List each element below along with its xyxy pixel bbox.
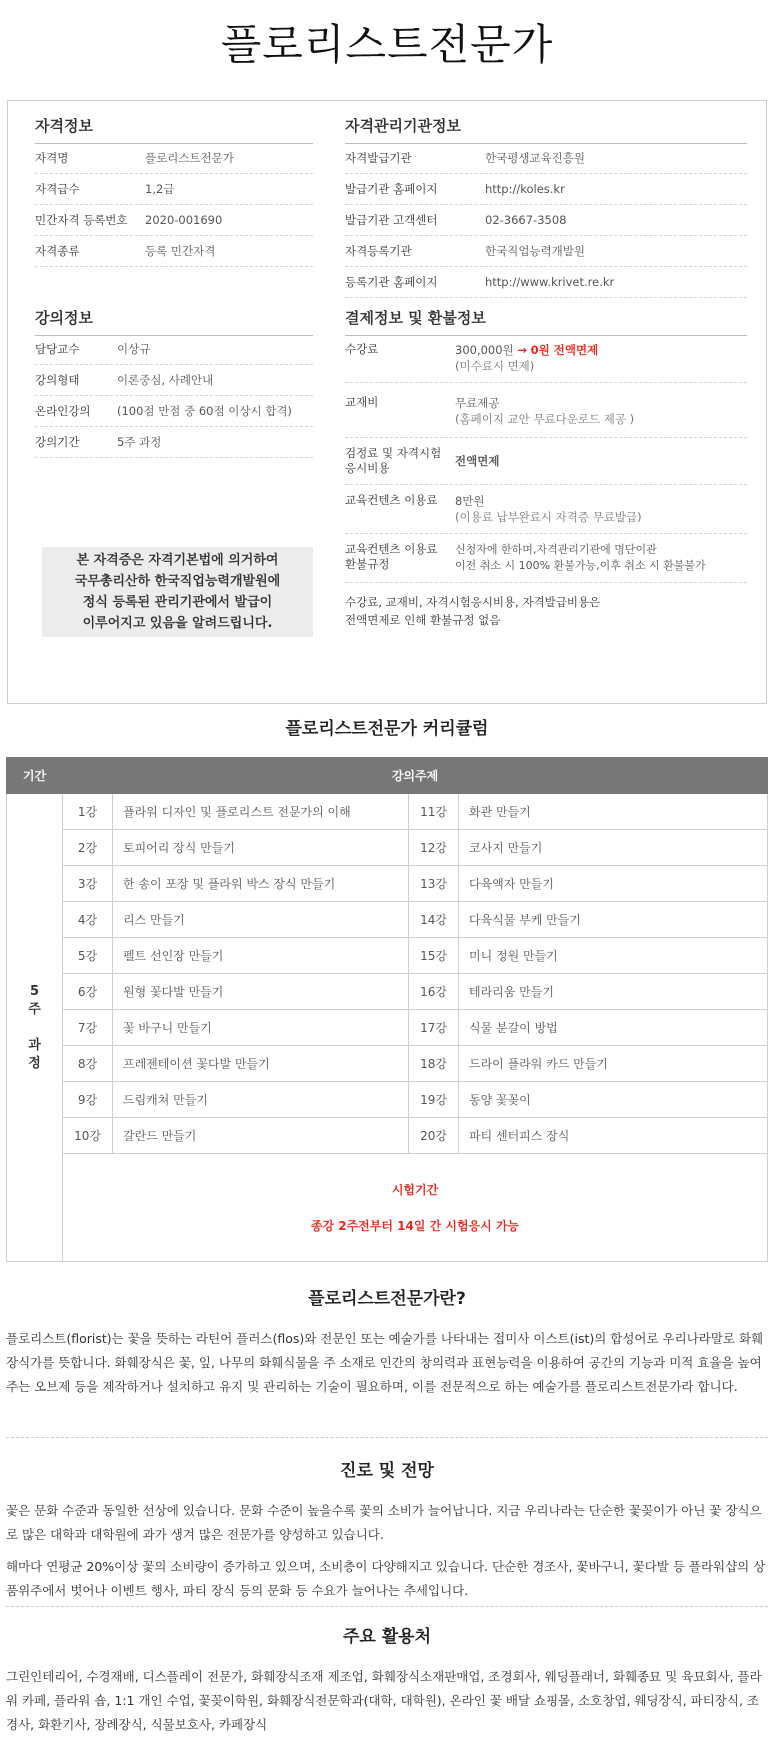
kv-value: 플로리스트전문가 xyxy=(145,151,234,165)
col-period-header: 기간 xyxy=(7,758,63,794)
kv-key: 발급기관 홈페이지 xyxy=(345,182,438,196)
lecture-title: 펠트 선인장 만들기 xyxy=(113,938,409,974)
org-info-list xyxy=(345,143,747,298)
payment-row xyxy=(345,485,747,534)
table-row xyxy=(7,830,768,866)
table-row xyxy=(7,902,768,938)
table-row xyxy=(7,1010,768,1046)
kv-key: 자격발급기관 xyxy=(345,151,412,165)
career-title: 진로 및 전망 xyxy=(340,1461,434,1481)
section-divider xyxy=(6,1606,768,1607)
lecture-title: 꽃 바구니 만들기 xyxy=(113,1010,409,1046)
payment-value xyxy=(455,395,747,427)
table-row xyxy=(7,938,768,974)
kv-value: 1,2급 xyxy=(145,182,175,196)
lecture-number: 20강 xyxy=(409,1118,459,1154)
about-text: 플로리스트(florist)는 꽃을 뜻하는 라틴어 플러스(flos)와 전문인 또는 예술가를 나타내는 접미사 이스트(ist)의 합성어로 우리나라말로 화훼장식가를 뜻합니다. 화훼장식은 꽃, 잎, 나무의 화훼식물을 주 소재로 인간의 창의력과 표현능력을 이용하여 공간의 기능과 미적 효율을 높여주는 오브제 등을 제작하거나 설치하고 유지 및 관리하는 기술이 필요하며, 이를 전문적으로 하는 예술가를 플로리스트전문가라 합니다. xyxy=(6,1331,764,1394)
payment-value xyxy=(455,493,747,525)
lecture-title: 다육액자 만들기 xyxy=(459,866,768,902)
kv-value: 이상규 xyxy=(117,342,151,356)
kv-row xyxy=(345,143,747,174)
lecture-title: 식물 분갈이 방법 xyxy=(459,1010,768,1046)
lecture-number: 16강 xyxy=(409,974,459,1010)
exam-period-desc: 종강 2주전부터 14일 간 시험응시 가능 xyxy=(310,1218,520,1233)
kv-value: 등록 민간자격 xyxy=(145,244,216,258)
lecture-number: 8강 xyxy=(63,1046,113,1082)
table-header-row xyxy=(7,758,768,794)
lecture-title: 파티 센터피스 장식 xyxy=(459,1118,768,1154)
refund-final-note: 수강료, 교재비, 자격시험응시비용, 자격발급비용은 전액면제로 인해 환불규정 없음 xyxy=(345,595,601,627)
curriculum-title: 플로리스트전문가 커리큘럼 xyxy=(285,719,489,739)
kv-row xyxy=(35,174,313,205)
org-info-title: 자격관리기관정보 xyxy=(345,115,747,144)
kv-value: 02-3667-3508 xyxy=(485,213,567,227)
col-topic-header: 강의주제 xyxy=(63,758,768,794)
textbook-value: 무료제공 xyxy=(455,396,500,410)
payment-title: 결제정보 및 환불정보 xyxy=(345,307,747,336)
tuition-note: (미수료시 면제) xyxy=(455,359,535,373)
course-info-title: 강의정보 xyxy=(35,307,313,336)
content-note: (이용료 납부완료시 자격증 무료발급) xyxy=(455,510,642,524)
kv-value: 2020-001690 xyxy=(145,213,223,227)
kv-row xyxy=(345,174,747,205)
usage-title: 주요 활용처 xyxy=(342,1627,432,1647)
kv-value: 한국직업능력개발원 xyxy=(485,244,585,258)
lecture-number: 1강 xyxy=(63,794,113,830)
lecture-number: 2강 xyxy=(63,830,113,866)
payment-row xyxy=(345,534,747,583)
kv-row xyxy=(345,267,747,298)
table-row xyxy=(7,1082,768,1118)
lecture-number: 11강 xyxy=(409,794,459,830)
notice-box: 본 자격증은 자격기본법에 의거하여 국무총리산하 한국직업능력개발원에 정식 등록된 관리기관에서 발급이 이루어지고 있음을 알려드립니다. xyxy=(42,547,313,637)
textbook-note: (홈페이지 교안 무료다운로드 제공 ) xyxy=(455,412,635,426)
kv-key: 등록기관 홈페이지 xyxy=(345,275,438,289)
arrow-icon: → xyxy=(517,343,527,357)
payment-row xyxy=(345,438,747,485)
kv-row xyxy=(35,143,313,174)
exam-fee-value: 전액면제 xyxy=(455,454,500,468)
lecture-title: 드라이 플라워 카드 만들기 xyxy=(459,1046,768,1082)
table-row xyxy=(7,1118,768,1154)
lecture-title: 원형 꽃다발 만들기 xyxy=(113,974,409,1010)
lecture-title: 리스 만들기 xyxy=(113,902,409,938)
kv-key: 자격등록기관 xyxy=(345,244,412,258)
payment-key: 교재비 xyxy=(345,395,379,409)
lecture-number: 13강 xyxy=(409,866,459,902)
lecture-number: 7강 xyxy=(63,1010,113,1046)
payment-row xyxy=(345,334,747,383)
career-text: 해마다 연평균 20%이상 꽃의 소비량이 증가하고 있으며, 소비층이 다양해지고 있습니다. 단순한 경조사, 꽃바구니, 꽃다발 등 플라워샵의 상품위주에서 벗어나 이벤트 행사, 파티 장식 등의 문화 등 수요가 늘어나는 추세입니다. xyxy=(6,1559,766,1598)
lecture-number: 6강 xyxy=(63,974,113,1010)
lecture-number: 10강 xyxy=(63,1118,113,1154)
curriculum-table xyxy=(6,757,768,1262)
lecture-number: 9강 xyxy=(63,1082,113,1118)
lecture-number: 5강 xyxy=(63,938,113,974)
lecture-title: 다육식물 부케 만들기 xyxy=(459,902,768,938)
lecture-title: 플라워 디자인 및 플로리스트 전문가의 이해 xyxy=(113,794,409,830)
payment-list xyxy=(345,334,747,629)
kv-key: 온라인강의 xyxy=(35,404,91,418)
lecture-title: 테라리움 만들기 xyxy=(459,974,768,1010)
kv-value: 한국평생교육진흥원 xyxy=(485,151,585,165)
kv-row xyxy=(35,396,313,427)
kv-row xyxy=(35,334,313,365)
lecture-title: 한 송이 포장 및 플라워 박스 장식 만들기 xyxy=(113,866,409,902)
kv-row xyxy=(345,236,747,267)
lecture-title: 토피어리 장식 만들기 xyxy=(113,830,409,866)
lecture-title: 코사지 만들기 xyxy=(459,830,768,866)
kv-value: (100점 만점 중 60점 이상시 합격) xyxy=(117,404,292,418)
homepage-link[interactable]: http://www.krivet.re.kr xyxy=(485,275,615,289)
info-panel xyxy=(7,100,767,704)
kv-row xyxy=(345,205,747,236)
career-section xyxy=(6,1456,768,1611)
kv-key: 강의형태 xyxy=(35,373,80,387)
course-info-list xyxy=(35,334,313,458)
exam-period-title: 시험기간 xyxy=(391,1182,439,1197)
lecture-number: 3강 xyxy=(63,866,113,902)
payment-key: 검정료 및 자격시험 응시비용 xyxy=(345,446,442,475)
table-row xyxy=(7,866,768,902)
period-cell: 5 주 과 정 xyxy=(7,794,63,1262)
lecture-title: 동양 꽃꽂이 xyxy=(459,1082,768,1118)
about-section xyxy=(6,1284,768,1407)
career-text: 꽃은 문화 수준과 동일한 선상에 있습니다. 문화 수준이 높을수록 꽃의 소비가 늘어납니다. 지금 우리나라는 단순한 꽃꽂이가 아닌 꽃 장식으로 많은 대학과 대학원에 과가 생겨 많은 전문가를 양성하고 있습니다. xyxy=(6,1503,762,1542)
kv-row xyxy=(35,365,313,396)
lecture-number: 12강 xyxy=(409,830,459,866)
kv-row xyxy=(35,427,313,458)
qual-info-list xyxy=(35,143,313,267)
lecture-number: 18강 xyxy=(409,1046,459,1082)
exam-period-cell xyxy=(63,1154,768,1262)
lecture-title: 프레젠테이션 꽃다발 만들기 xyxy=(113,1046,409,1082)
tuition-price: 300,000원 xyxy=(455,343,514,357)
about-title: 플로리스트전문가란? xyxy=(308,1289,466,1309)
lecture-number: 19강 xyxy=(409,1082,459,1118)
lecture-number: 17강 xyxy=(409,1010,459,1046)
lecture-number: 15강 xyxy=(409,938,459,974)
kv-row xyxy=(35,205,313,236)
kv-key: 민간자격 등록번호 xyxy=(35,213,128,227)
table-row xyxy=(7,794,768,830)
kv-key: 자격명 xyxy=(35,151,69,165)
kv-key: 발급기관 고객센터 xyxy=(345,213,438,227)
page-title: 플로리스트전문가 xyxy=(220,20,554,69)
payment-key: 교육컨텐츠 이용료 환불규정 xyxy=(345,542,438,571)
homepage-link[interactable]: http://koles.kr xyxy=(485,182,565,196)
kv-key: 자격급수 xyxy=(35,182,80,196)
kv-key: 담당교수 xyxy=(35,342,80,356)
kv-row xyxy=(35,236,313,267)
table-row xyxy=(7,1154,768,1262)
refund-value: 신청자에 한하며,자격관리기관에 명단이관 이전 취소 시 100% 환불가능,이후 취소 시 환불불가 xyxy=(455,543,706,572)
lecture-title: 드림캐쳐 만들기 xyxy=(113,1082,409,1118)
kv-value: 5주 과정 xyxy=(117,435,162,449)
lecture-number: 14강 xyxy=(409,902,459,938)
kv-key: 강의기간 xyxy=(35,435,80,449)
tuition-free: 0원 전액면제 xyxy=(530,343,599,357)
payment-value xyxy=(455,342,747,374)
kv-value: 이론중심, 사례안내 xyxy=(117,373,214,387)
usage-text: 그린인테리어, 수경재배, 디스플레이 전문가, 화훼장식조재 제조업, 화훼장식소재판매업, 조경회사, 웨딩플래너, 화훼종묘 및 육묘회사, 플라워 카페, 플라워 숍, 1:1 개인 수업, 꽃꽂이학원, 화훼장식전문학과(대학, 대학원), 온라인 꽃 배달 쇼핑몰, 소호창업, 웨딩장식, 파티장식, 조경사, 화환기사, 장례장식, 식물보호사, 카페장식 xyxy=(6,1669,762,1732)
usage-section xyxy=(6,1622,768,1745)
payment-row xyxy=(345,383,747,438)
lecture-title: 갈란드 만들기 xyxy=(113,1118,409,1154)
kv-key: 자격종류 xyxy=(35,244,80,258)
payment-key: 교육컨텐츠 이용료 xyxy=(345,493,438,507)
lecture-title: 화관 만들기 xyxy=(459,794,768,830)
qual-info-title: 자격정보 xyxy=(35,115,313,144)
table-row xyxy=(7,974,768,1010)
section-divider xyxy=(6,1437,768,1438)
lecture-title: 미니 정원 만들기 xyxy=(459,938,768,974)
lecture-number: 4강 xyxy=(63,902,113,938)
table-row xyxy=(7,1046,768,1082)
payment-key: 수강료 xyxy=(345,342,379,356)
content-value: 8만원 xyxy=(455,494,485,508)
